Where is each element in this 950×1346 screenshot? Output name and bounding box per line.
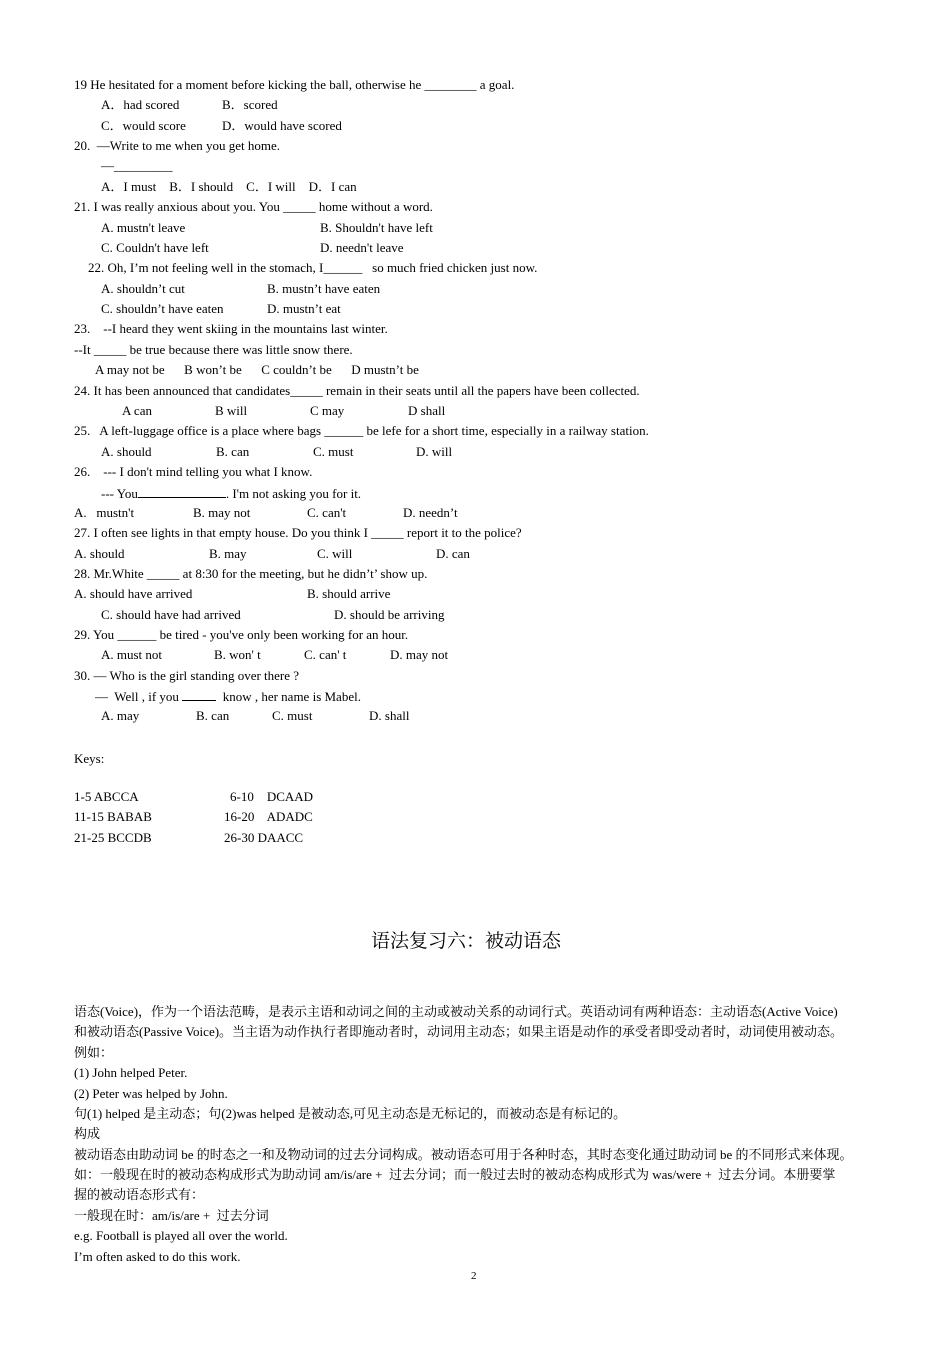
page-number: 2 [471, 1270, 477, 1282]
q22-option-c: C. shouldn’t have eaten [101, 301, 224, 316]
q26-option-b: B. may not [193, 505, 251, 520]
q19-stem: 19 He hesitated for a moment before kicking the ball, otherwise he ________ a goal. [74, 77, 515, 92]
q21-option-b: B. Shouldn't have left [320, 220, 433, 235]
q30-option-a: A. may [101, 708, 140, 723]
q20-options: A．I must B．I should C．I will D．I can [101, 179, 357, 194]
q28-option-a: A. should have arrived [74, 586, 193, 601]
q27-option-d: D. can [436, 546, 470, 561]
section-title: 语法复习六：被动语态 [371, 931, 562, 952]
key-16-20: 16-20 ADADC [224, 809, 313, 824]
subheading: 构成 [74, 1126, 101, 1141]
q30-stem: 30. — Who is the girl standing over there ? [74, 668, 300, 683]
q20-reply: —_________ [101, 158, 173, 173]
keys-heading: Keys: [74, 751, 105, 766]
q26-option-c: C. can't [307, 505, 347, 520]
q30-reply-start: — Well , if you [95, 689, 179, 704]
q21-option-d: D. needn't leave [320, 240, 404, 255]
body-line: 例如： [74, 1045, 114, 1060]
q26-reply-start: --- You [101, 486, 138, 501]
q25-stem: 25. A left-luggage office is a place where bags ______ be lefe for a short time, especially in a railway station. [74, 423, 649, 438]
q29-option-c: C. can' t [304, 647, 347, 662]
example-sentence: I’m often asked to do this work. [74, 1249, 241, 1264]
body-line: 如：一般现在时的被动态构成形式为助动词 am/is/are + 过去分词；而一般过去时的被动态构成形式为 was/were + 过去分词。本册要掌 [74, 1167, 836, 1182]
answer-blank [182, 688, 216, 701]
q30-option-c: C. must [272, 708, 313, 723]
q19-option-c: C．would score [101, 118, 186, 133]
q24-option-a: A can [122, 403, 152, 418]
key-26-30: 26-30 DAACC [224, 830, 304, 845]
key-21-25: 21-25 BCCDB [74, 830, 152, 845]
body-line: 握的被动语态形式有： [74, 1187, 205, 1202]
q23-options: A may not be B won’t be C couldn’t be D mustn’t be [95, 362, 419, 377]
q23-reply: --It _____ be true because there was little snow there. [74, 342, 353, 357]
q27-option-c: C. will [317, 546, 353, 561]
q19-option-d: D．would have scored [222, 118, 342, 133]
key-6-10: 6-10 DCAAD [230, 789, 314, 804]
q26-reply [101, 485, 361, 502]
example-sentence: (1) John helped Peter. [74, 1065, 188, 1080]
q24-option-c: C may [310, 403, 345, 418]
q25-option-d: D. will [416, 444, 453, 459]
example-sentence: e.g. Football is played all over the world. [74, 1228, 288, 1243]
q22-stem: 22. Oh, I’m not feeling well in the stomach, I______ so much fried chicken just now. [88, 260, 538, 275]
q22-option-b: B. mustn’t have eaten [267, 281, 381, 296]
q25-option-c: C. must [313, 444, 354, 459]
q22-option-a: A. shouldn’t cut [101, 281, 185, 296]
q29-option-a: A. must not [101, 647, 163, 662]
q26-stem: 26. --- I don't mind telling you what I know. [74, 464, 313, 479]
q21-option-a: A. mustn't leave [101, 220, 186, 235]
key-11-15: 11-15 BABAB [74, 809, 152, 824]
q19-option-b: B．scored [222, 97, 278, 112]
body-line: 语态(Voice)，作为一个语法范畴，是表示主语和动词之间的主动或被动关系的动词行式。英语动词有两种语态：主动语态(Active Voice) [74, 1004, 838, 1019]
q27-option-b: B. may [209, 546, 247, 561]
q28-option-d: D. should be arriving [334, 607, 445, 622]
q22-option-d: D. mustn’t eat [267, 301, 341, 316]
q24-option-d: D shall [408, 403, 446, 418]
q27-option-a: A. should [74, 546, 125, 561]
example-sentence: (2) Peter was helped by John. [74, 1086, 228, 1101]
q29-option-b: B. won' t [214, 647, 261, 662]
q30-reply [95, 688, 361, 705]
q21-stem: 21. I was really anxious about you. You _____ home without a word. [74, 199, 433, 214]
q23-stem: 23. --I heard they went skiing in the mountains last winter. [74, 321, 388, 336]
q30-option-d: D. shall [369, 708, 410, 723]
q24-option-b: B will [215, 403, 248, 418]
q26-option-d: D. needn’t [403, 505, 458, 520]
q30-option-b: B. can [196, 708, 230, 723]
q30-reply-end: know , her name is Mabel. [222, 689, 361, 704]
q28-stem: 28. Mr.White _____ at 8:30 for the meeting, but he didn’t’ show up. [74, 566, 428, 581]
q26-reply-end: . I'm not asking you for it. [225, 486, 362, 501]
body-line: 句(1) helped 是主动态；句(2)was helped 是被动态,可见主动态是无标记的，而被动态是有标记的。 [74, 1106, 627, 1121]
q27-stem: 27. I often see lights in that empty house. Do you think I _____ report it to the police? [74, 525, 522, 540]
q28-option-c: C. should have had arrived [101, 607, 241, 622]
q28-option-b: B. should arrive [307, 586, 391, 601]
q25-option-a: A. should [101, 444, 152, 459]
body-line: 被动语态由助动词 be 的时态之一和及物动词的过去分词构成。被动语态可用于各种时态，其时态变化通过助动词 be 的不同形式来体现。 [74, 1147, 853, 1162]
q29-option-d: D. may not [390, 647, 449, 662]
q26-option-a: A. mustn't [74, 505, 135, 520]
q29-stem: 29. You ______ be tired - you've only been working for an hour. [74, 627, 409, 642]
q21-option-c: C. Couldn't have left [101, 240, 209, 255]
q19-option-a: A．had scored [101, 97, 180, 112]
q25-option-b: B. can [216, 444, 250, 459]
body-line: 一般现在时：am/is/are + 过去分词 [74, 1208, 269, 1223]
key-1-5: 1-5 ABCCA [74, 789, 139, 804]
q20-stem: 20. —Write to me when you get home. [74, 138, 280, 153]
q24-stem: 24. It has been announced that candidates_____ remain in their seats until all the papers have been collected. [74, 383, 640, 398]
answer-blank [138, 485, 226, 498]
body-line: 和被动语态(Passive Voice)。当主语为动作执行者即施动者时，动词用主动态；如果主语是动作的承受者即受动者时，动词使用被动态。 [74, 1024, 844, 1039]
